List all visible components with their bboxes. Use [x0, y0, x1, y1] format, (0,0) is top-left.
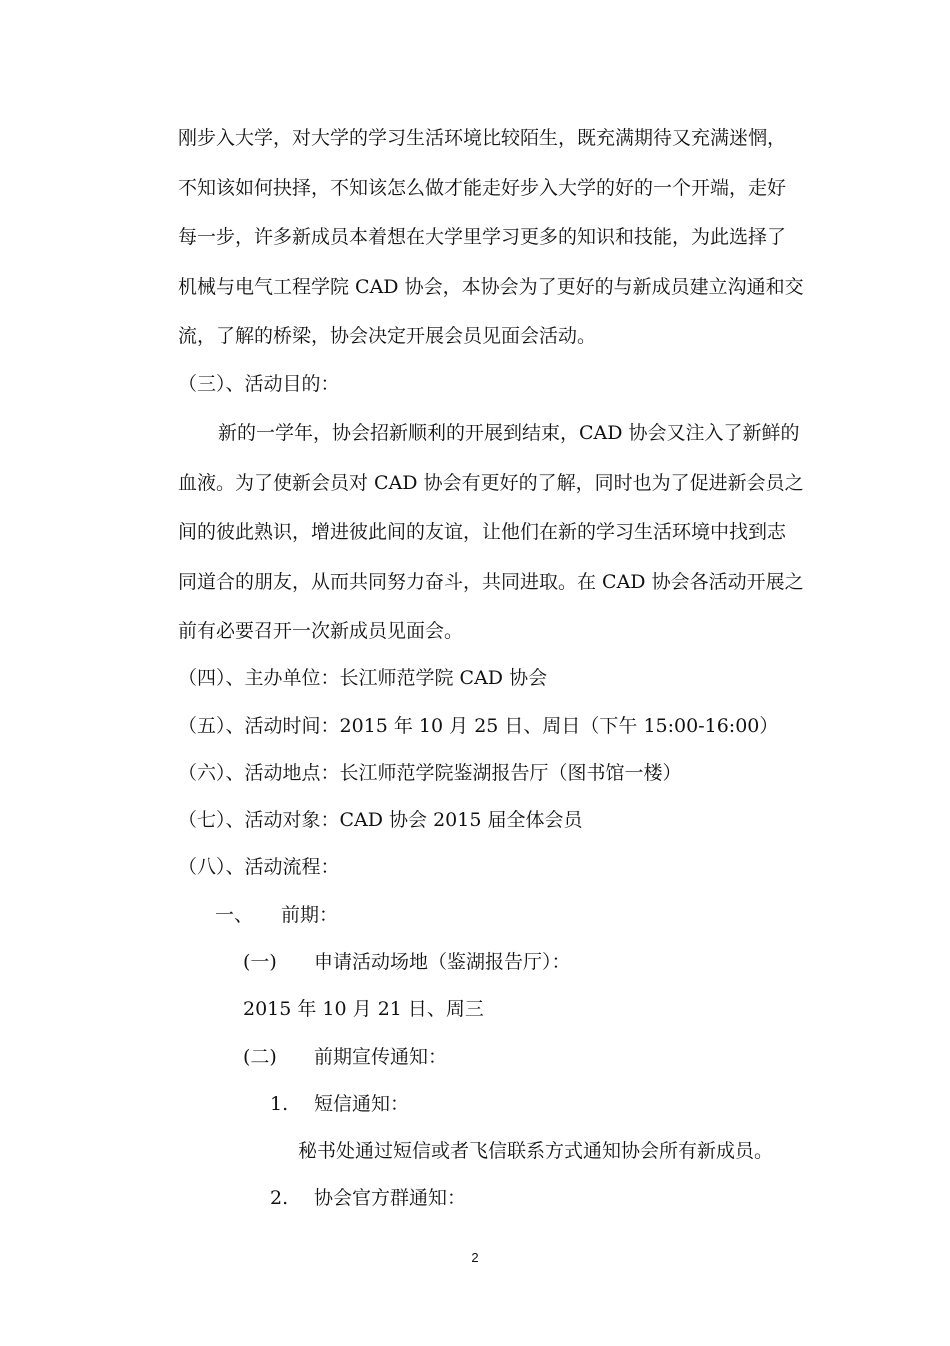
- section-3-line-1: 新的一学年，协会招新顺利的开展到结束，CAD 协会又注入了新鲜的: [218, 422, 800, 444]
- section-5-time: （五）、活动时间：2015 年 10 月 25 日、周日（下午 15:00-16:00）: [178, 715, 779, 737]
- section-3-heading: （三）、活动目的：: [178, 373, 340, 395]
- flow-item-1: [243, 950, 571, 974]
- flow-sub-2-title: 协会官方群通知：: [314, 1187, 467, 1209]
- intro-line-5: 流，了解的桥梁，协会决定开展会员见面会活动。: [178, 325, 597, 347]
- flow-item-2-number: (二): [243, 1046, 277, 1068]
- flow-item-1-title: 申请活动场地（鉴湖报告厅）：: [314, 951, 571, 973]
- page-number: 2: [471, 1250, 479, 1265]
- flow-item-2: [243, 1045, 447, 1069]
- flow-item-1-number: (一): [243, 951, 277, 973]
- section-3-line-2: 血液。为了使新会员对 CAD 协会有更好的了解，同时也为了促进新会员之: [178, 472, 804, 494]
- section-6-location: （六）、活动地点：长江师范学院鉴湖报告厅（图书馆一楼）: [178, 762, 682, 784]
- flow-item-1-detail: 2015 年 10 月 21 日、周三: [243, 998, 484, 1020]
- flow-sub-1-detail: 秘书处通过短信或者飞信联系方式通知协会所有新成员。: [298, 1140, 774, 1162]
- intro-line-1: 刚步入大学，对大学的学习生活环境比较陌生，既充满期待又充满迷惘，: [178, 127, 787, 149]
- intro-line-4: 机械与电气工程学院 CAD 协会，本协会为了更好的与新成员建立沟通和交: [178, 276, 804, 298]
- section-3-line-3: 间的彼此熟识，增进彼此间的友谊，让他们在新的学习生活环境中找到志: [178, 521, 787, 543]
- flow-sub-1-number: 1.: [270, 1093, 289, 1115]
- section-3-line-5: 前有必要召开一次新成员见面会。: [178, 620, 464, 642]
- flow-stage-1: [215, 903, 338, 927]
- flow-sub-2-number: 2.: [270, 1187, 289, 1209]
- section-3-line-4: 同道合的朋友，从而共同努力奋斗，共同进取。在 CAD 协会各活动开展之: [178, 571, 804, 593]
- flow-sub-1-title: 短信通知：: [314, 1093, 410, 1115]
- section-4-organizer: （四）、主办单位：长江师范学院 CAD 协会: [178, 667, 548, 689]
- flow-item-2-title: 前期宣传通知：: [314, 1046, 448, 1068]
- section-8-heading: （八）、活动流程：: [178, 856, 340, 878]
- section-7-audience: （七）、活动对象：CAD 协会 2015 届全体会员: [178, 809, 583, 831]
- flow-sub-2: [270, 1186, 466, 1210]
- flow-sub-1: [270, 1092, 409, 1116]
- flow-stage-1-title: 前期：: [281, 904, 339, 926]
- intro-line-3: 每一步，许多新成员本着想在大学里学习更多的知识和技能，为此选择了: [178, 226, 787, 248]
- intro-line-2: 不知该如何抉择，不知该怎么做才能走好步入大学的好的一个开端，走好: [178, 177, 787, 199]
- flow-stage-1-number: 一、: [215, 904, 254, 926]
